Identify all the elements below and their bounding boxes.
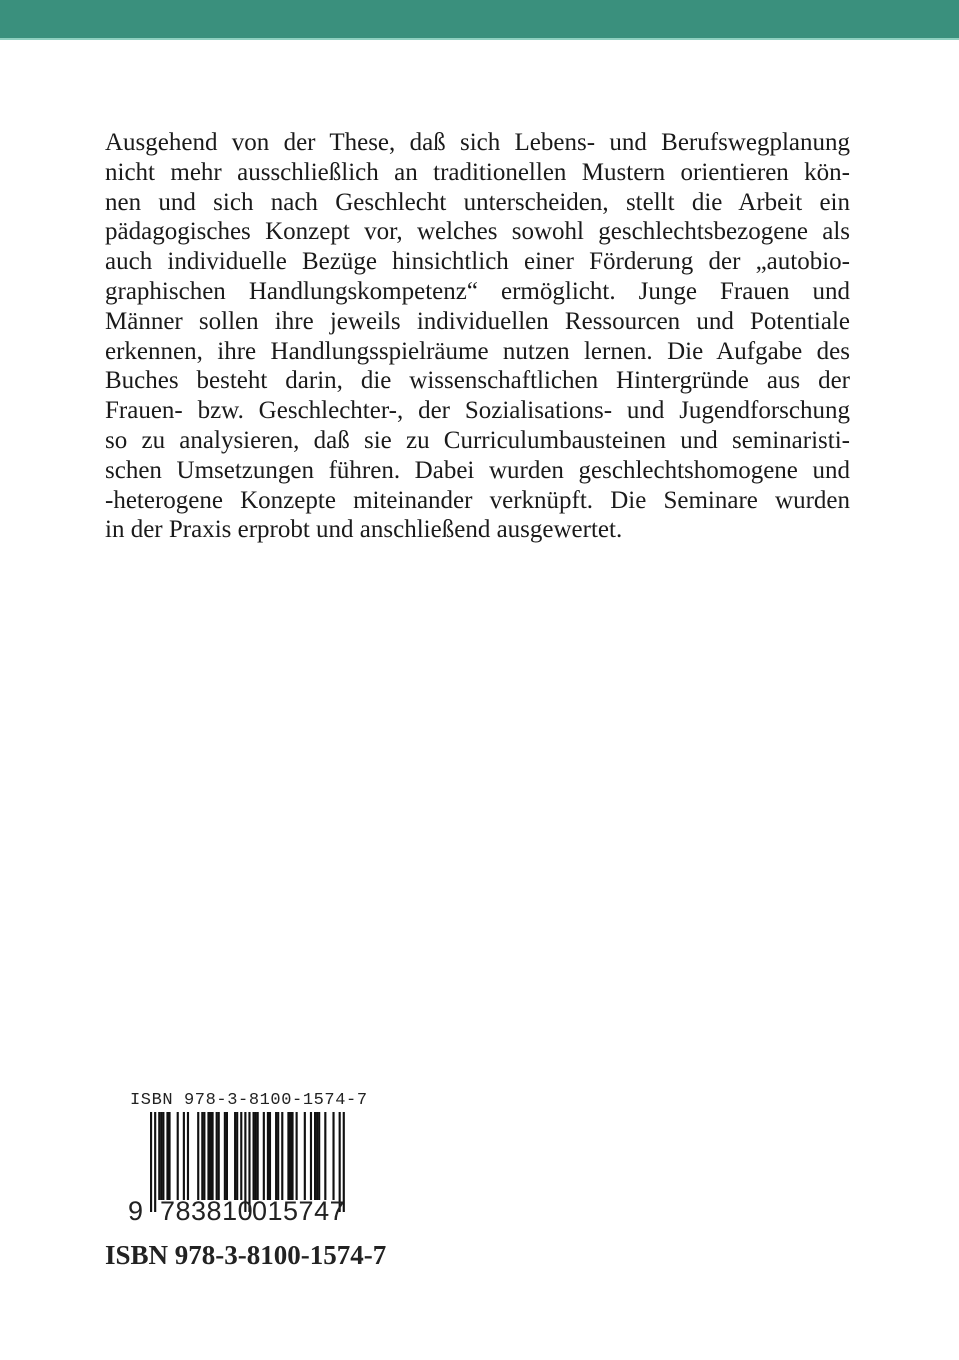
blurb-text [105, 128, 850, 545]
barcode-bar [160, 1112, 162, 1200]
blurb-line: nen und sich nach Geschlecht unterscheiden, stellt die Arbeit ein [105, 188, 850, 216]
blurb-line: so zu analysieren, daß sie zu Curriculumbausteinen und seminaristi- [105, 426, 850, 454]
barcode-bar [166, 1112, 168, 1200]
blurb-line: pädagogisches Konzept vor, welches sowohl geschlechtsbezogene als [105, 218, 850, 246]
barcode-bar [150, 1112, 152, 1212]
barcode-bar [209, 1112, 211, 1200]
barcode-bar [318, 1112, 320, 1200]
barcode-bar [267, 1112, 269, 1200]
barcode-right-digits: 015747 [252, 1196, 346, 1226]
barcode-bar [269, 1112, 271, 1200]
barcode-bar [314, 1112, 316, 1200]
blurb-line: Frauen- bzw. Geschlechter-, der Sozialisations- und Jugendforschung [105, 397, 850, 425]
barcode-bar [177, 1112, 179, 1200]
blurb-line: Männer sollen ihre jeweils individuellen Ressourcen und Potentiale [105, 307, 850, 335]
barcode-bar [234, 1112, 236, 1200]
barcode-bar [201, 1112, 203, 1200]
barcode-bar [310, 1112, 312, 1200]
barcode-bar [277, 1112, 279, 1200]
isbn-footer: ISBN 978-3-8100-1574-7 [105, 1240, 387, 1270]
barcode-bar [316, 1112, 318, 1200]
blurb-line: auch individuelle Bezüge hinsichtlich einer Förderung der „autobio- [105, 248, 850, 276]
barcode-bar [187, 1112, 189, 1200]
blurb-line: Ausgehend von der These, daß sich Lebens- und Berufswegplanung [105, 129, 850, 156]
barcode-bar [236, 1112, 238, 1200]
barcode-bar [263, 1112, 265, 1200]
barcode-bar [257, 1112, 259, 1200]
barcode-bar [275, 1112, 277, 1200]
barcode-bar [158, 1112, 160, 1200]
blurb-line: -heterogene Konzepte miteinander verknüpft. Die Seminare wurden [105, 486, 850, 514]
barcode-bar [197, 1112, 199, 1200]
blurb-line: schen Umsetzungen führen. Dabei wurden geschlechtshomogene und [105, 456, 850, 484]
barcode-bar [226, 1112, 228, 1200]
barcode-bar [224, 1112, 226, 1200]
barcode-bar [207, 1112, 209, 1200]
barcode-first-digit: 9 [128, 1196, 144, 1226]
barcode-bar [253, 1112, 255, 1200]
barcode-bar [162, 1112, 164, 1200]
barcode-bar [218, 1112, 220, 1200]
barcode-bar [287, 1112, 289, 1200]
barcode-bar [304, 1112, 306, 1200]
barcode-bar [296, 1112, 298, 1200]
barcode-bar [240, 1112, 242, 1200]
barcode-bar [291, 1112, 293, 1200]
barcode-bar [212, 1112, 214, 1200]
barcode-bar [168, 1112, 170, 1200]
blurb-line: erkennen, ihre Handlungsspielräume nutzen lernen. Die Aufgabe des [105, 337, 850, 365]
barcode-bar [289, 1112, 291, 1200]
barcode-bar [332, 1112, 334, 1200]
barcode-bar [281, 1112, 283, 1200]
blurb-line: graphischen Handlungskompetenz“ ermöglicht. Junge Frauen und [105, 277, 850, 305]
blurb-line: in der Praxis erprobt und anschließend ausgewertet. [105, 516, 623, 544]
barcode-bar [203, 1112, 205, 1200]
barcode-bar [183, 1112, 185, 1200]
barcode-bar [324, 1112, 326, 1200]
barcode-bar [255, 1112, 257, 1200]
barcode-isbn-label: ISBN 978-3-8100-1574-7 [130, 1091, 368, 1110]
top-color-band [0, 0, 959, 40]
blurb-line: nicht mehr ausschließlich an traditionellen Mustern orientieren kön- [105, 158, 850, 186]
barcode-left-digits: 783810 [160, 1196, 254, 1226]
barcode-bar [216, 1112, 218, 1200]
blurb-line: Buches besteht darin, die wissenschaftlichen Hintergründe aus der [105, 367, 850, 395]
barcode-bar [154, 1112, 156, 1212]
